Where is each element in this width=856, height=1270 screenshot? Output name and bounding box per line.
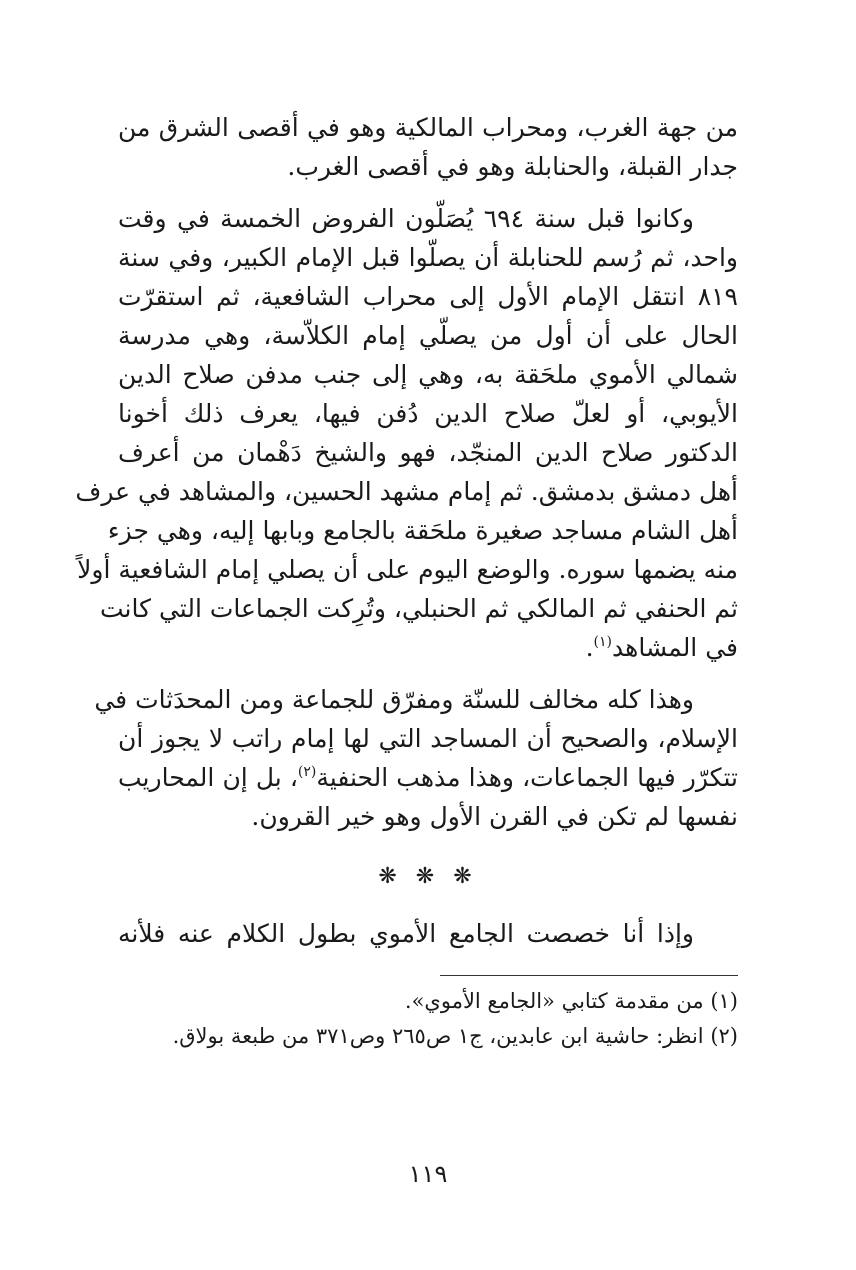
paragraph-1 bbox=[118, 108, 738, 186]
text-line: الإسلام، والصحيح أن المساجد التي لها إمام راتب لا يجوز أن bbox=[118, 724, 738, 753]
text-line: أهل الشام مساجد صغيرة ملحَقة بالجامع وبابها إليه، وهي جزء bbox=[107, 516, 738, 545]
footnote-marker[interactable]: (٢) bbox=[297, 764, 317, 780]
closing-line: وإذا أنا خصصت الجامع الأموي بطول الكلام عنه فلأنه bbox=[118, 919, 694, 948]
text-line: الحال على أن أول من يصلّي إمام الكلاّسة، وهي مدرسة bbox=[118, 321, 738, 350]
text-line: الدكتور صلاح الدين المنجّد، فهو والشيخ دَهْمان من أعرف bbox=[118, 438, 738, 467]
text-line: أهل دمشق بدمشق. ثم إمام مشهد الحسين، والمشاهد في عرف bbox=[75, 477, 738, 506]
text-line: شمالي الأموي ملحَقة به، وهي إلى جنب مدفن صلاح الدين bbox=[118, 360, 738, 389]
text-line: وهذا كله مخالف للسنّة ومفرّق للجماعة ومن المحدَثات في bbox=[94, 685, 694, 714]
text-line: من جهة الغرب، ومحراب المالكية وهو في أقصى الشرق من bbox=[118, 113, 738, 142]
text-segment: . bbox=[585, 633, 594, 662]
text-line: وكانوا قبل سنة ٦٩٤ يُصَلّون الفروض الخمسة في وقت bbox=[118, 204, 694, 233]
footnote-marker[interactable]: (١) bbox=[593, 634, 613, 650]
text-line: ٨١٩ انتقل الإمام الأول إلى محراب الشافعية، ثم استقرّت bbox=[118, 282, 738, 311]
text-segment: في المشاهد bbox=[612, 633, 738, 662]
section-separator: ❋ ❋ ❋ bbox=[378, 864, 478, 889]
footnote-2: (٢) انظر: حاشية ابن عابدين، ج١ ص٢٦٥ وص٣٧١ من طبعة بولاق. bbox=[172, 1024, 738, 1048]
footnote-divider bbox=[440, 975, 738, 976]
text-segment: تتكرّر فيها الجماعات، وهذا مذهب الحنفية bbox=[316, 763, 738, 792]
page-body bbox=[75, 108, 738, 1054]
text-line: الأيوبي، أو لعلّ صلاح الدين دُفن فيها، يعرف ذلك أخونا bbox=[118, 399, 738, 428]
text-line: ثم الحنفي ثم المالكي ثم الحنبلي، وتُرِكت الجماعات التي كانت bbox=[100, 594, 738, 623]
footnote-1: (١) من مقدمة كتابي «الجامع الأموي». bbox=[404, 989, 738, 1013]
text-line bbox=[118, 758, 738, 797]
page-number: ١١٩ bbox=[408, 1160, 448, 1188]
text-segment: ، بل إن المحاريب bbox=[118, 763, 298, 792]
text-line: واحد، ثم رُسم للحنابلة أن يصلّوا قبل الإمام الكبير، وفي سنة bbox=[118, 243, 738, 272]
paragraph-2 bbox=[75, 199, 738, 667]
text-line bbox=[118, 628, 738, 667]
paragraph-3 bbox=[94, 680, 738, 836]
text-line: جدار القبلة، والحنابلة وهو في أقصى الغرب. bbox=[287, 152, 738, 181]
text-line: منه يضمها سوره. والوضع اليوم على أن يصلي إمام الشافعية أولاً bbox=[77, 555, 738, 584]
text-line: نفسها لم تكن في القرن الأول وهو خير القرون. bbox=[251, 802, 738, 831]
